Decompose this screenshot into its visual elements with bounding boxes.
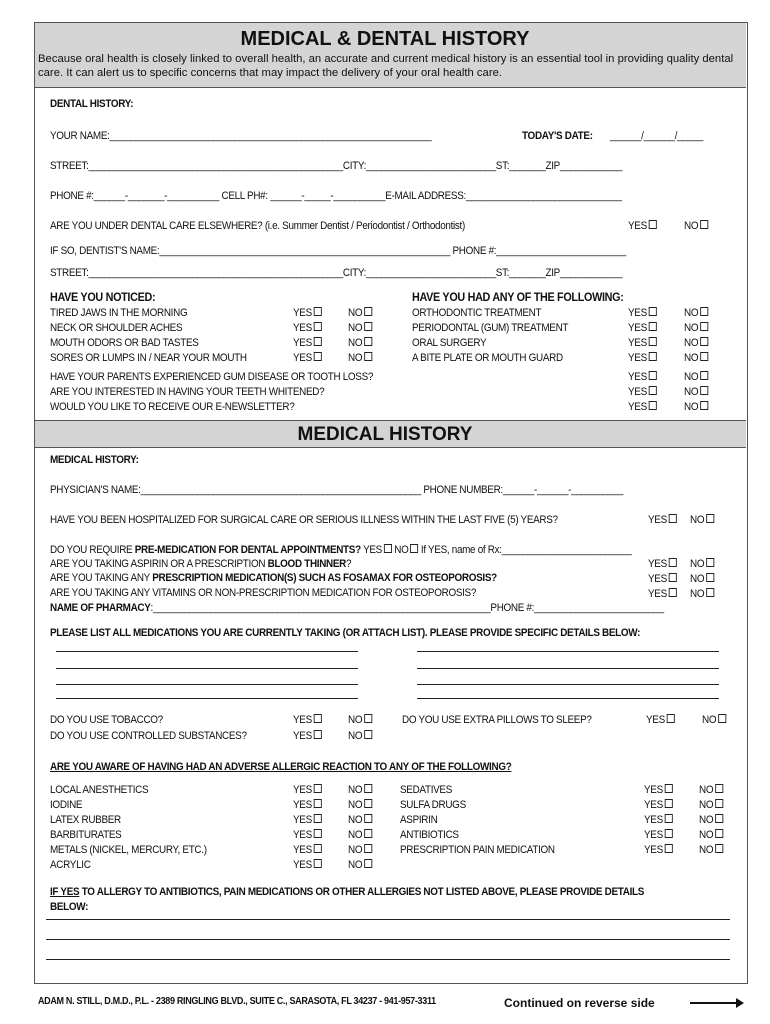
no-checkbox[interactable]: NO <box>348 730 372 742</box>
checkbox-icon[interactable] <box>700 220 708 229</box>
yes-checkbox[interactable]: YES <box>293 859 322 871</box>
checkbox-icon[interactable] <box>649 337 657 346</box>
medication-line[interactable] <box>56 684 358 685</box>
checkbox-icon[interactable] <box>314 799 322 808</box>
no-checkbox[interactable]: NO <box>348 307 372 319</box>
checkbox-icon[interactable] <box>364 337 372 346</box>
page-title: MEDICAL & DENTAL HISTORY <box>240 28 530 50</box>
checkbox-icon[interactable] <box>715 799 723 808</box>
no-checkbox[interactable]: NO <box>699 784 723 796</box>
checkbox-icon[interactable] <box>649 386 657 395</box>
tobacco-question: DO YOU USE TOBACCO? <box>50 714 163 726</box>
other-question: HAVE YOUR PARENTS EXPERIENCED GUM DISEASE OR TOOTH LOSS? <box>50 371 374 383</box>
yes-checkbox[interactable]: YES <box>628 401 657 413</box>
yes-checkbox[interactable]: YES <box>293 307 322 319</box>
details-line[interactable] <box>46 919 730 920</box>
no-checkbox[interactable]: NO <box>684 371 708 383</box>
noticed-item: NECK OR SHOULDER ACHES <box>50 322 183 334</box>
medical-heading: MEDICAL HISTORY: <box>50 454 139 466</box>
checkbox-icon[interactable] <box>665 829 673 838</box>
checkbox-icon[interactable] <box>314 352 322 361</box>
checkbox-icon[interactable] <box>410 544 418 553</box>
no-checkbox[interactable]: NO <box>684 337 708 349</box>
checkbox-icon[interactable] <box>700 322 708 331</box>
no-checkbox[interactable]: NO <box>348 799 372 811</box>
intro-text: Because oral health is closely linked to overall health, an accurate and current medical history is an essential tool in providing quality dental care. It can alert us to specific concerns that may impact the delivery of your oral health care. <box>38 53 734 79</box>
fosamax-question: ARE YOU TAKING ANY PRESCRIPTION MEDICATION(S) SUCH AS FOSAMAX FOR OSTEOPOROSIS? <box>50 572 497 584</box>
premed-question: DO YOU REQUIRE PRE-MEDICATION FOR DENTAL APPOINTMENTS? YES NO If YES, name of Rx:_________________________ <box>50 544 632 556</box>
no-checkbox[interactable]: NO <box>684 307 708 319</box>
no-checkbox[interactable]: NO <box>348 859 372 871</box>
no-checkbox[interactable]: NO <box>690 588 714 600</box>
if-yes-below: BELOW: <box>50 901 89 913</box>
medication-line[interactable] <box>417 668 719 669</box>
no-checkbox[interactable]: NO <box>348 337 372 349</box>
checkbox-icon[interactable] <box>665 799 673 808</box>
no-checkbox[interactable]: NO <box>348 844 372 856</box>
other-question: ARE YOU INTERESTED IN HAVING YOUR TEETH WHITENED? <box>50 386 325 398</box>
yes-checkbox[interactable]: YES <box>293 730 322 742</box>
checkbox-icon[interactable] <box>706 514 714 523</box>
checkbox-icon[interactable] <box>364 799 372 808</box>
medication-line[interactable] <box>56 651 358 652</box>
hospitalized-no[interactable]: NO <box>690 514 714 526</box>
checkbox-icon[interactable] <box>715 829 723 838</box>
details-line[interactable] <box>46 959 730 960</box>
yes-checkbox[interactable]: YES <box>648 558 677 570</box>
medication-line[interactable] <box>56 668 358 669</box>
hospitalized-question: HAVE YOU BEEN HOSPITALIZED FOR SURGICAL CARE OR SERIOUS ILLNESS WITHIN THE LAST FIVE (5) YEARS? <box>50 514 558 526</box>
checkbox-icon[interactable] <box>649 352 657 361</box>
checkbox-icon[interactable] <box>314 844 322 853</box>
no-checkbox[interactable]: NO <box>699 799 723 811</box>
checkbox-icon[interactable] <box>665 814 673 823</box>
checkbox-icon[interactable] <box>364 844 372 853</box>
checkbox-icon[interactable] <box>364 829 372 838</box>
no-checkbox[interactable]: NO <box>348 784 372 796</box>
had-item: ORAL SURGERY <box>412 337 487 349</box>
no-checkbox[interactable]: NO <box>699 814 723 826</box>
checkbox-icon[interactable] <box>314 730 322 739</box>
checkbox-icon[interactable] <box>700 371 708 380</box>
other-question: WOULD YOU LIKE TO RECEIVE OUR E-NEWSLETTER? <box>50 401 295 413</box>
yes-checkbox[interactable]: YES <box>293 844 322 856</box>
no-checkbox[interactable]: NO <box>699 844 723 856</box>
physician-field[interactable]: PHYSICIAN'S NAME:______________________________________________________ PHONE NUMBER:______-______-__________ <box>50 484 624 496</box>
checkbox-icon[interactable] <box>314 829 322 838</box>
allergy-heading: ARE YOU AWARE OF HAVING HAD AN ADVERSE ALLERGIC REACTION TO ANY OF THE FOLLOWING? <box>50 761 512 773</box>
no-checkbox[interactable]: NO <box>684 322 708 334</box>
had-item: ORTHODONTIC TREATMENT <box>412 307 542 319</box>
had-item: PERIODONTAL (GUM) TREATMENT <box>412 322 569 334</box>
street-field-2[interactable]: STREET:_________________________________________________CITY:_________________________ST:_______ZIP____________ <box>50 267 623 279</box>
checkbox-icon[interactable] <box>665 784 673 793</box>
if-yes-text: IF YES TO ALLERGY TO ANTIBIOTICS, PAIN MEDICATIONS OR OTHER ALLERGIES NOT LISTED ABOVE, PLEASE PROVIDE DETAILS <box>50 886 645 898</box>
no-checkbox[interactable]: NO <box>348 352 372 364</box>
street-field[interactable]: STREET:_________________________________________________CITY:_________________________ST:_______ZIP____________ <box>50 160 623 172</box>
yes-checkbox[interactable]: YES <box>293 352 322 364</box>
noticed-heading: HAVE YOU NOTICED: <box>50 290 156 304</box>
checkbox-icon[interactable] <box>649 322 657 331</box>
checkbox-icon[interactable] <box>706 588 714 597</box>
checkbox-icon[interactable] <box>314 714 322 723</box>
yes-checkbox[interactable]: YES <box>644 784 673 796</box>
yes-checkbox[interactable]: YES <box>644 844 673 856</box>
checkbox-icon[interactable] <box>649 307 657 316</box>
allergy-item: LATEX RUBBER <box>50 814 121 826</box>
checkbox-icon[interactable] <box>715 814 723 823</box>
your-name-field[interactable]: YOUR NAME:______________________________________________________________ <box>50 130 432 142</box>
checkbox-icon[interactable] <box>706 573 714 582</box>
checkbox-icon[interactable] <box>649 371 657 380</box>
noticed-item: TIRED JAWS IN THE MORNING <box>50 307 188 319</box>
yes-checkbox[interactable]: YES <box>628 371 657 383</box>
checkbox-icon[interactable] <box>364 814 372 823</box>
no-checkbox[interactable]: NO <box>348 814 372 826</box>
allergy-item: ACRYLIC <box>50 859 91 871</box>
under-care-yes[interactable]: YES <box>628 220 657 232</box>
checkbox-icon[interactable] <box>314 307 322 316</box>
checkbox-icon[interactable] <box>700 386 708 395</box>
yes-checkbox[interactable]: YES <box>648 573 677 585</box>
allergy-item: SEDATIVES <box>400 784 453 796</box>
yes-checkbox[interactable]: YES <box>644 799 673 811</box>
yes-checkbox[interactable]: YES <box>628 322 657 334</box>
checkbox-icon[interactable] <box>667 714 675 723</box>
footer-address: ADAM N. STILL, D.M.D., P.L. - 2389 RINGLING BLVD., SUITE C., SARASOTA, FL 34237 - 941-957-3311 <box>38 996 436 1007</box>
checkbox-icon[interactable] <box>715 784 723 793</box>
yes-checkbox[interactable]: YES <box>628 386 657 398</box>
yes-checkbox[interactable]: YES <box>293 799 322 811</box>
allergy-item: SULFA DRUGS <box>400 799 466 811</box>
checkbox-icon[interactable] <box>314 814 322 823</box>
yes-checkbox[interactable]: YES <box>648 588 677 600</box>
yes-checkbox[interactable]: YES <box>628 352 657 364</box>
dental-heading: DENTAL HISTORY: <box>50 98 134 110</box>
list-medications-heading: PLEASE LIST ALL MEDICATIONS YOU ARE CURRENTLY TAKING (OR ATTACH LIST). PLEASE PROVIDE SPECIFIC DETAILS BELOW: <box>50 627 641 639</box>
checkbox-icon[interactable] <box>314 322 322 331</box>
yes-checkbox[interactable]: YES <box>293 714 322 726</box>
yes-checkbox[interactable]: YES <box>293 322 322 334</box>
medical-title: MEDICAL HISTORY <box>297 424 473 445</box>
medication-line[interactable] <box>417 698 719 699</box>
checkbox-icon[interactable] <box>669 558 677 567</box>
allergy-item: BARBITURATES <box>50 829 122 841</box>
aspirin-question: ARE YOU TAKING ASPIRIN OR A PRESCRIPTION BLOOD THINNER? <box>50 558 352 570</box>
checkbox-icon[interactable] <box>700 307 708 316</box>
checkbox-icon[interactable] <box>706 558 714 567</box>
checkbox-icon[interactable] <box>718 714 726 723</box>
yes-checkbox[interactable]: YES <box>293 829 322 841</box>
allergy-item: ASPIRIN <box>400 814 438 826</box>
checkbox-icon[interactable] <box>669 514 677 523</box>
controlled-question: DO YOU USE CONTROLLED SUBSTANCES? <box>50 730 247 742</box>
yes-checkbox[interactable]: YES <box>293 784 322 796</box>
no-checkbox[interactable]: NO <box>690 573 714 585</box>
checkbox-icon[interactable] <box>314 337 322 346</box>
hospitalized-yes[interactable]: YES <box>648 514 677 526</box>
checkbox-icon[interactable] <box>364 730 372 739</box>
checkbox-icon[interactable] <box>700 352 708 361</box>
allergy-item: ANTIBIOTICS <box>400 829 459 841</box>
pharmacy-field[interactable]: NAME OF PHARMACY:_________________________________________________________________PHONE #:_________________________ <box>50 602 664 614</box>
no-checkbox[interactable]: NO <box>348 322 372 334</box>
no-checkbox[interactable]: NO <box>684 401 708 413</box>
arrow-right-icon <box>690 1002 738 1004</box>
yes-checkbox[interactable]: YES <box>646 714 675 726</box>
no-checkbox[interactable]: NO <box>348 714 372 726</box>
checkbox-icon[interactable] <box>700 337 708 346</box>
allergy-item: METALS (NICKEL, MERCURY, ETC.) <box>50 844 207 856</box>
no-checkbox[interactable]: NO <box>684 386 708 398</box>
allergy-item: PRESCRIPTION PAIN MEDICATION <box>400 844 555 856</box>
checkbox-icon[interactable] <box>669 573 677 582</box>
checkbox-icon[interactable] <box>314 784 322 793</box>
checkbox-icon[interactable] <box>665 844 673 853</box>
medication-line[interactable] <box>56 698 358 699</box>
checkbox-icon[interactable] <box>649 401 657 410</box>
checkbox-icon[interactable] <box>364 322 372 331</box>
phone-field[interactable]: PHONE #:______-_______-__________ CELL PH#: ______-_____-__________E-MAIL ADDRESS:______________________________ <box>50 190 622 202</box>
yes-checkbox[interactable]: YES <box>644 829 673 841</box>
no-checkbox[interactable]: NO <box>699 829 723 841</box>
checkbox-icon[interactable] <box>364 859 372 868</box>
had-item: A BITE PLATE OR MOUTH GUARD <box>412 352 563 364</box>
no-checkbox[interactable]: NO <box>684 352 708 364</box>
checkbox-icon[interactable] <box>314 859 322 868</box>
checkbox-icon[interactable] <box>384 544 392 553</box>
no-checkbox[interactable]: NO <box>690 558 714 570</box>
continued-text: Continued on reverse side <box>504 996 655 1010</box>
checkbox-icon[interactable] <box>364 307 372 316</box>
todays-date-field[interactable]: ______/______/_____ <box>610 130 704 142</box>
checkbox-icon[interactable] <box>364 352 372 361</box>
medication-line[interactable] <box>417 651 719 652</box>
dentist-name-field[interactable]: IF SO, DENTIST'S NAME:________________________________________________________ PHONE #:_________________________ <box>50 245 626 257</box>
checkbox-icon[interactable] <box>715 844 723 853</box>
checkbox-icon[interactable] <box>364 784 372 793</box>
checkbox-icon[interactable] <box>364 714 372 723</box>
vitamins-question: ARE YOU TAKING ANY VITAMINS OR NON-PRESCRIPTION MEDICATION FOR OSTEOPOROSIS? <box>50 587 477 599</box>
had-heading: HAVE YOU HAD ANY OF THE FOLLOWING: <box>412 290 624 304</box>
checkbox-icon[interactable] <box>649 220 657 229</box>
checkbox-icon[interactable] <box>700 401 708 410</box>
allergy-item: IODINE <box>50 799 83 811</box>
noticed-item: MOUTH ODORS OR BAD TASTES <box>50 337 199 349</box>
under-care-no[interactable]: NO <box>684 220 708 232</box>
under-care-question: ARE YOU UNDER DENTAL CARE ELSEWHERE? (i.e. Summer Dentist / Periodontist / Orthodontist) <box>50 220 465 232</box>
yes-checkbox[interactable]: YES <box>644 814 673 826</box>
yes-checkbox[interactable]: YES <box>628 337 657 349</box>
allergy-item: LOCAL ANESTHETICS <box>50 784 149 796</box>
noticed-item: SORES OR LUMPS IN / NEAR YOUR MOUTH <box>50 352 247 364</box>
details-line[interactable] <box>46 939 730 940</box>
no-checkbox[interactable]: NO <box>702 714 726 726</box>
checkbox-icon[interactable] <box>669 588 677 597</box>
todays-date-label: TODAY'S DATE: <box>522 130 593 142</box>
no-checkbox[interactable]: NO <box>348 829 372 841</box>
pillows-question: DO YOU USE EXTRA PILLOWS TO SLEEP? <box>402 714 592 726</box>
medication-line[interactable] <box>417 684 719 685</box>
yes-checkbox[interactable]: YES <box>293 814 322 826</box>
yes-checkbox[interactable]: YES <box>628 307 657 319</box>
yes-checkbox[interactable]: YES <box>293 337 322 349</box>
